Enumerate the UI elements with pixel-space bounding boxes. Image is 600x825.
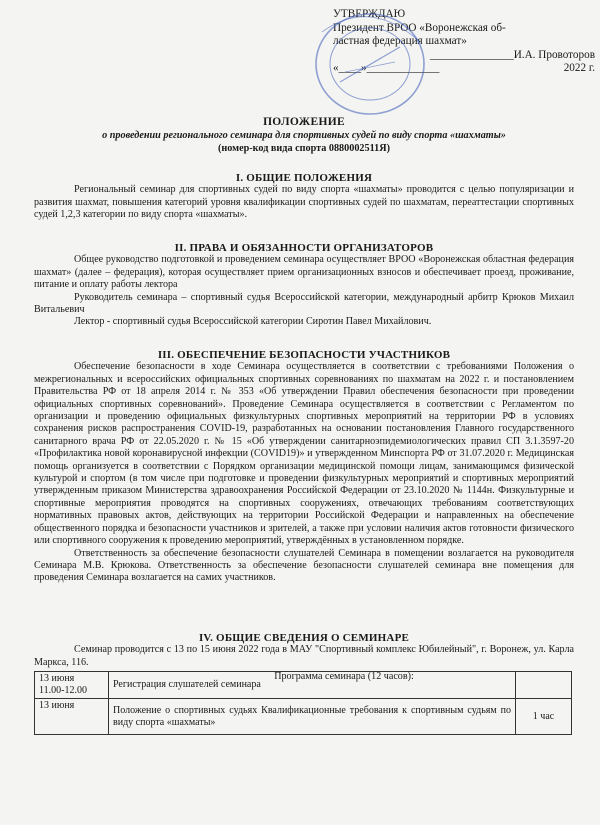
paragraph: Региональный семинар для спортивных судей по виду спорта «шахматы» проводится с целью популяризации и развития шахмат, повышения категорий уровня квалификации спортивных судей по шахматам, переаттестации спортивных судей 1,2,3 категории по виду спорта «шахматы». bbox=[34, 184, 574, 221]
section-heading-1: I. ОБЩИЕ ПОЛОЖЕНИЯ bbox=[235, 172, 373, 184]
title-heading: ПОЛОЖЕНИЕ bbox=[263, 116, 345, 128]
paragraph: Руководитель семинара – спортивный судья Всероссийской категории, международный арбитр Крюков Михаил Витальевич bbox=[34, 291, 574, 316]
section-heading-4: IV. ОБЩИЕ СВЕДЕНИЯ О СЕМИНАРЕ bbox=[198, 632, 410, 644]
approval-line-1: УТВЕРЖДАЮ bbox=[333, 8, 406, 20]
program-caption: Программа семинара (12 часов): bbox=[274, 671, 414, 683]
table-row bbox=[35, 699, 572, 735]
paragraph: Семинар проводится с 13 по 15 июня 2022 года в МАУ "Спортивный комплекс Юбилейный", г. Воронеж, ул. Карла Маркса, 116. bbox=[34, 644, 574, 668]
paragraph: Общее руководство подготовкой и проведением семинара осуществляет ВРОО «Воронежская областная федерация шахмат» (далее – федерация), которая осуществляет прием организационных взносов и обеспечивает проезд, проживание, питание и оплату работы лектора bbox=[34, 254, 574, 291]
table-cell-date bbox=[35, 699, 109, 735]
approval-line-3: ластная федерация шахмат» bbox=[333, 35, 467, 47]
approval-block bbox=[333, 8, 595, 76]
section-heading-2: II. ПРАВА И ОБЯЗАННОСТИ ОРГАНИЗАТОРОВ bbox=[174, 242, 434, 254]
title-code: (номер-код вида спорта 0880002511Я) bbox=[218, 143, 390, 154]
program-table bbox=[34, 671, 572, 735]
section-general bbox=[34, 172, 574, 222]
table-cell-topic: Регистрация слушателей семинара bbox=[109, 672, 516, 699]
row-date: 13 июня bbox=[39, 700, 75, 711]
table-cell-hours: 1 час bbox=[516, 699, 572, 735]
approval-date: «____»_____________ 2022 г. bbox=[333, 62, 595, 74]
date-year: 2022 г. bbox=[563, 62, 595, 74]
date-open-quote: « bbox=[333, 62, 339, 74]
section-heading-3: III. ОБЕСПЕЧЕНИЕ БЕЗОПАСНОСТИ УЧАСТНИКОВ bbox=[157, 349, 451, 361]
title-subtitle: о проведении регионального семинара для спортивных судей по виду спорта «шахматы» bbox=[102, 130, 506, 141]
approval-signer: _______________И.А. Провоторов bbox=[429, 48, 595, 61]
table-cell-date bbox=[35, 672, 109, 699]
row-date: 13 июня bbox=[39, 673, 75, 684]
table-row bbox=[35, 672, 572, 699]
row-time: 11.00-12.00 bbox=[39, 685, 87, 696]
date-close-quote: » bbox=[360, 62, 367, 74]
approval-line-2: Президент ВРОО «Воронежская об- bbox=[333, 21, 506, 34]
paragraph: Лектор - спортивный судья Всероссийской категории Сиротин Павел Михайлович. bbox=[74, 316, 432, 328]
section-safety bbox=[34, 349, 574, 585]
table-cell-topic: Положение о спортивных судьях Квалификационные требования к спортивным судьям по виду спорта «шахматы» bbox=[109, 699, 516, 735]
paragraph: Ответственность за обеспечение безопасности слушателей Семинара в помещении возлагается на руководителя Семинара М.В. Крюкова. Ответственность за обеспечение безопасности слушателей семинара вне помещения для проведения Семинара возлагается на самих участников. bbox=[34, 547, 574, 584]
table-cell-hours bbox=[516, 672, 572, 699]
paragraph: Обеспечение безопасности в ходе Семинара осуществляется в соответствии с требованиями Положения о межрегиональных и всероссийских официальных спортивных соревнованиях по шахматам на 2022 г. и постановлением Правительства РФ от 18 апреля 2014 г. № 353 «Об утверждении Правил обеспечения безопасности при проведении официальных спортивных соревнований». Проведение Семинара осуществляется в соответствии с Регламентом по организации и проведению официальных физкультурных спортивных мероприятий на территории РФ в условиях сохранения рисков распространения COVID-19, разработанных на основании постановления Главного государственного санитарного врача РФ от 22.05.2020 г. № 15 «Об утверждении санитарноэпидемиологических правил СП 3.1.3597-20 «Профилактика новой коронавирусной инфекции (COVID19)» и утвержденном Минспорта РФ от 31.07.2020 г. Медицинская помощь организуется в соответствии с Порядком организации медицинской помощи лицам, занимающимся физической культурой и спортом (в том числе при подготовке и проведении физкультурных мероприятий и спортивных мероприятий утвержденным приказом Министерства здравоохранения Российской Федерации от 23.10.2020 № 1144н. Физкультурные и спортивные мероприятия проводятся на спортивных сооружениях, отвечающих требованиям соответствующих нормативных правовых актов, действующих на территории Российской Федерации и направленных на обеспечение общественного порядка и безопасности участников и зрителей, а также при условии наличия актов готовности физического или спортивного сооружения к проведению мероприятий, утверждённых в установленном порядке. bbox=[34, 361, 574, 547]
signer-name: И.А. Провоторов bbox=[513, 48, 595, 61]
section-organizers bbox=[34, 242, 574, 329]
document-title bbox=[30, 116, 578, 155]
